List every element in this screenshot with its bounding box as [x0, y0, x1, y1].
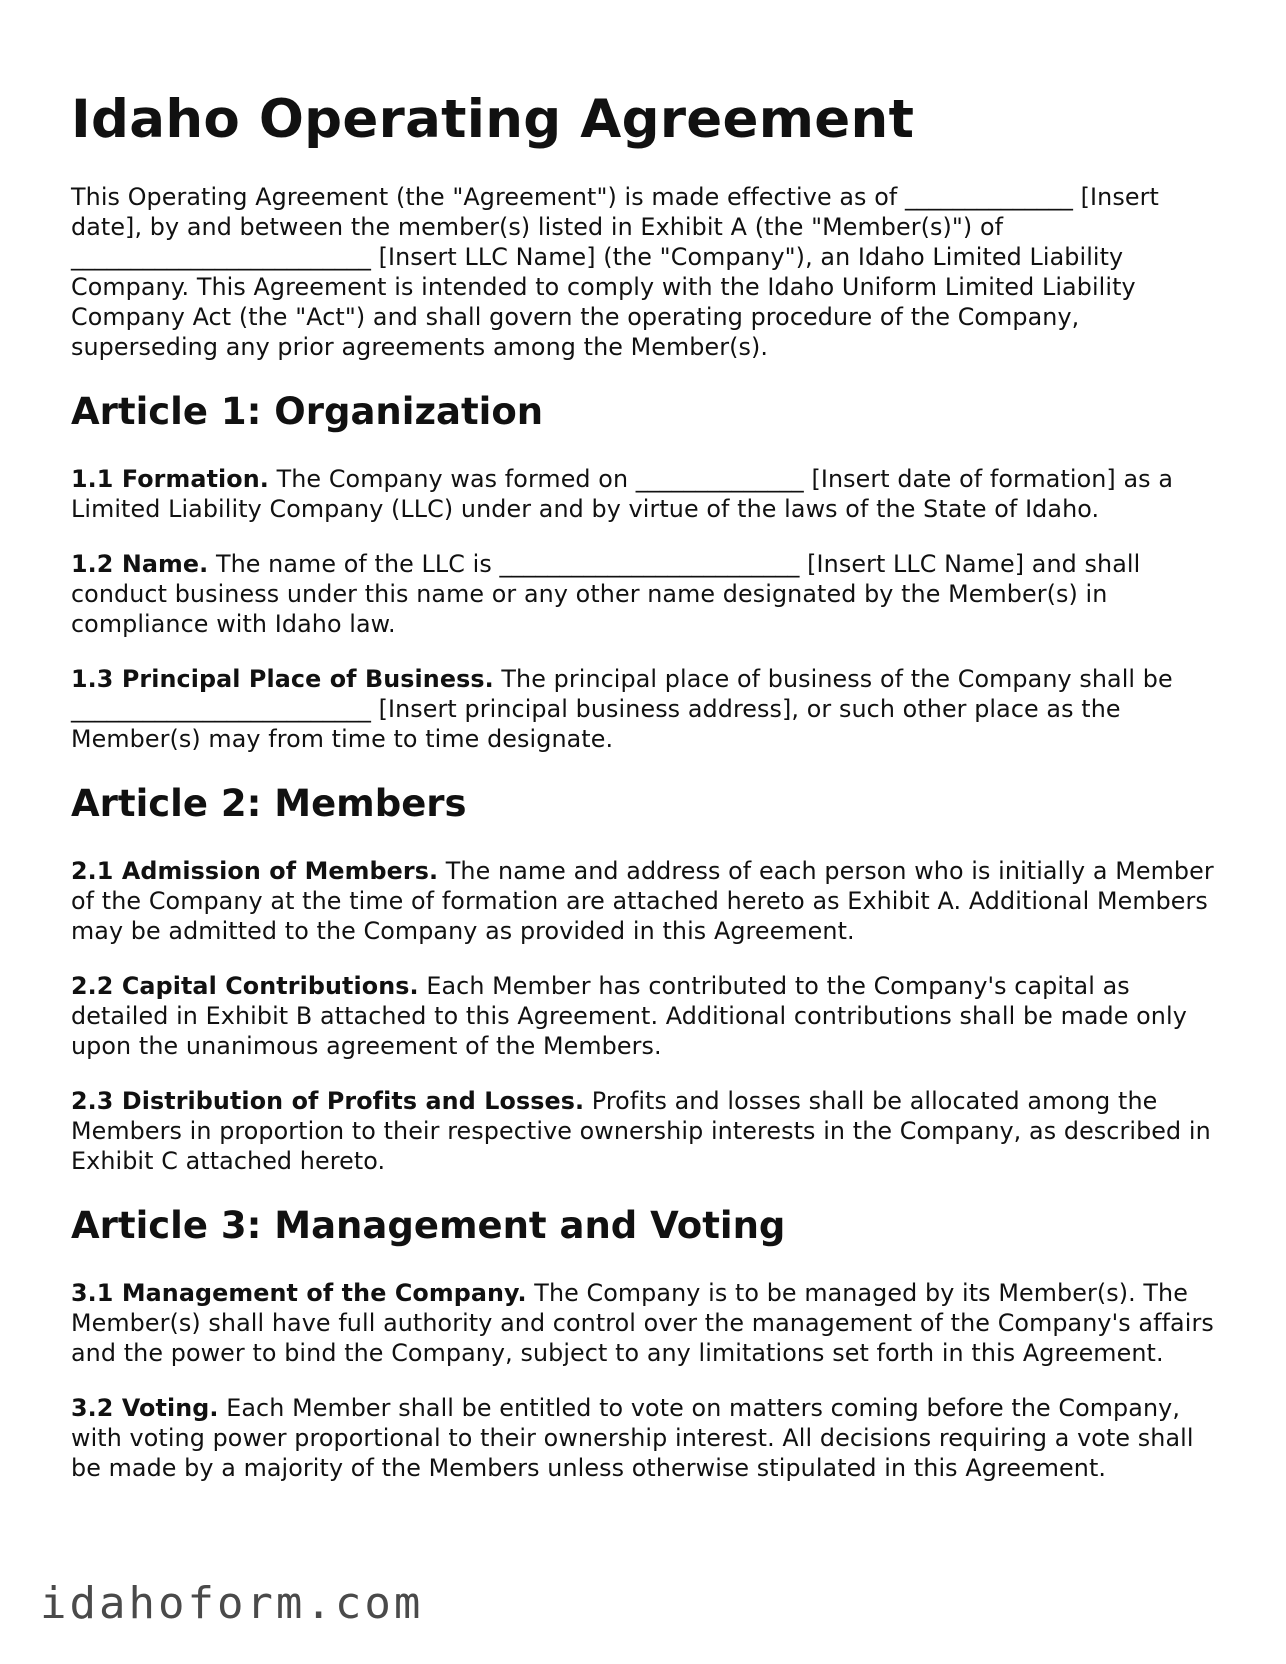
document-title: Idaho Operating Agreement [71, 89, 915, 150]
section-label: 1.3 Principal Place of Business. [71, 665, 494, 693]
section-text: Each Member has contributed to the Company's capital as detailed in Exhibit B attached to this Agreement. Additional contributions shall be made only upon the unanimous agreement of the Members. [71, 972, 1187, 1060]
section-3-2 [71, 1393, 1221, 1483]
document-page [71, 88, 1221, 1508]
section-text: The Company is to be managed by its Member(s). The Member(s) shall have full authority and control over the management of the Company's affairs and the power to bind the Company, subject to any limitations set forth in this Agreement. [71, 1279, 1214, 1367]
section-1-2 [71, 549, 1221, 639]
section-1-3 [71, 664, 1221, 754]
section-label: 3.2 Voting. [71, 1394, 219, 1422]
section-label: 2.2 Capital Contributions. [71, 972, 419, 1000]
section-label: 3.1 Management of the Company. [71, 1279, 527, 1307]
section-3-1 [71, 1278, 1221, 1368]
article-heading: Article 1: Organization [71, 390, 544, 433]
article-heading: Article 2: Members [71, 782, 467, 825]
section-label: 1.2 Name. [71, 550, 209, 578]
section-label: 2.1 Admission of Members. [71, 857, 439, 885]
section-2-2 [71, 971, 1221, 1061]
section-label: 1.1 Formation. [71, 465, 269, 493]
section-text: The principal place of business of the Company shall be _________________________ [Insert principal business address], or such other place as the Member(s) may from time to time designate. [71, 665, 1173, 753]
article-3 [71, 1204, 1221, 1483]
section-2-1 [71, 856, 1221, 946]
watermark-logo: idahoform.com [40, 1578, 424, 1629]
section-text: Each Member shall be entitled to vote on matters coming before the Company, with voting power proportional to their ownership interest. All decisions requiring a vote shall be made by a majority of the Members unless otherwise stipulated in this Agreement. [71, 1394, 1194, 1482]
section-text: The name of the LLC is _________________________ [Insert LLC Name] and shall conduct business under this name or any other name designated by the Member(s) in compliance with Idaho law. [71, 550, 1141, 638]
intro-paragraph: This Operating Agreement (the "Agreement") is made effective as of ______________ [Insert date], by and between the member(s) listed in Exhibit A (the "Member(s)") of _________________________ [Insert LLC Name] (the "Company"), an Idaho Limited Liability Company. This Agreement is intended to comply with the Idaho Uniform Limited Liability Company Act (the "Act") and shall govern the operating procedure of the Company, superseding any prior agreements among the Member(s). [71, 183, 1159, 361]
article-1 [71, 390, 1221, 754]
section-text: Profits and losses shall be allocated among the Members in proportion to their respective ownership interests in the Company, as described in Exhibit C attached hereto. [71, 1087, 1211, 1175]
article-2 [71, 782, 1221, 1176]
section-2-3 [71, 1086, 1221, 1176]
section-text: The name and address of each person who is initially a Member of the Company at the time of formation are attached hereto as Exhibit A. Additional Members may be admitted to the Company as provided in this Agreement. [71, 857, 1214, 945]
section-text: The Company was formed on ______________ [Insert date of formation] as a Limited Liability Company (LLC) under and by virtue of the laws of the State of Idaho. [71, 465, 1174, 523]
section-label: 2.3 Distribution of Profits and Losses. [71, 1087, 585, 1115]
article-heading: Article 3: Management and Voting [71, 1204, 786, 1247]
section-1-1 [71, 464, 1221, 524]
